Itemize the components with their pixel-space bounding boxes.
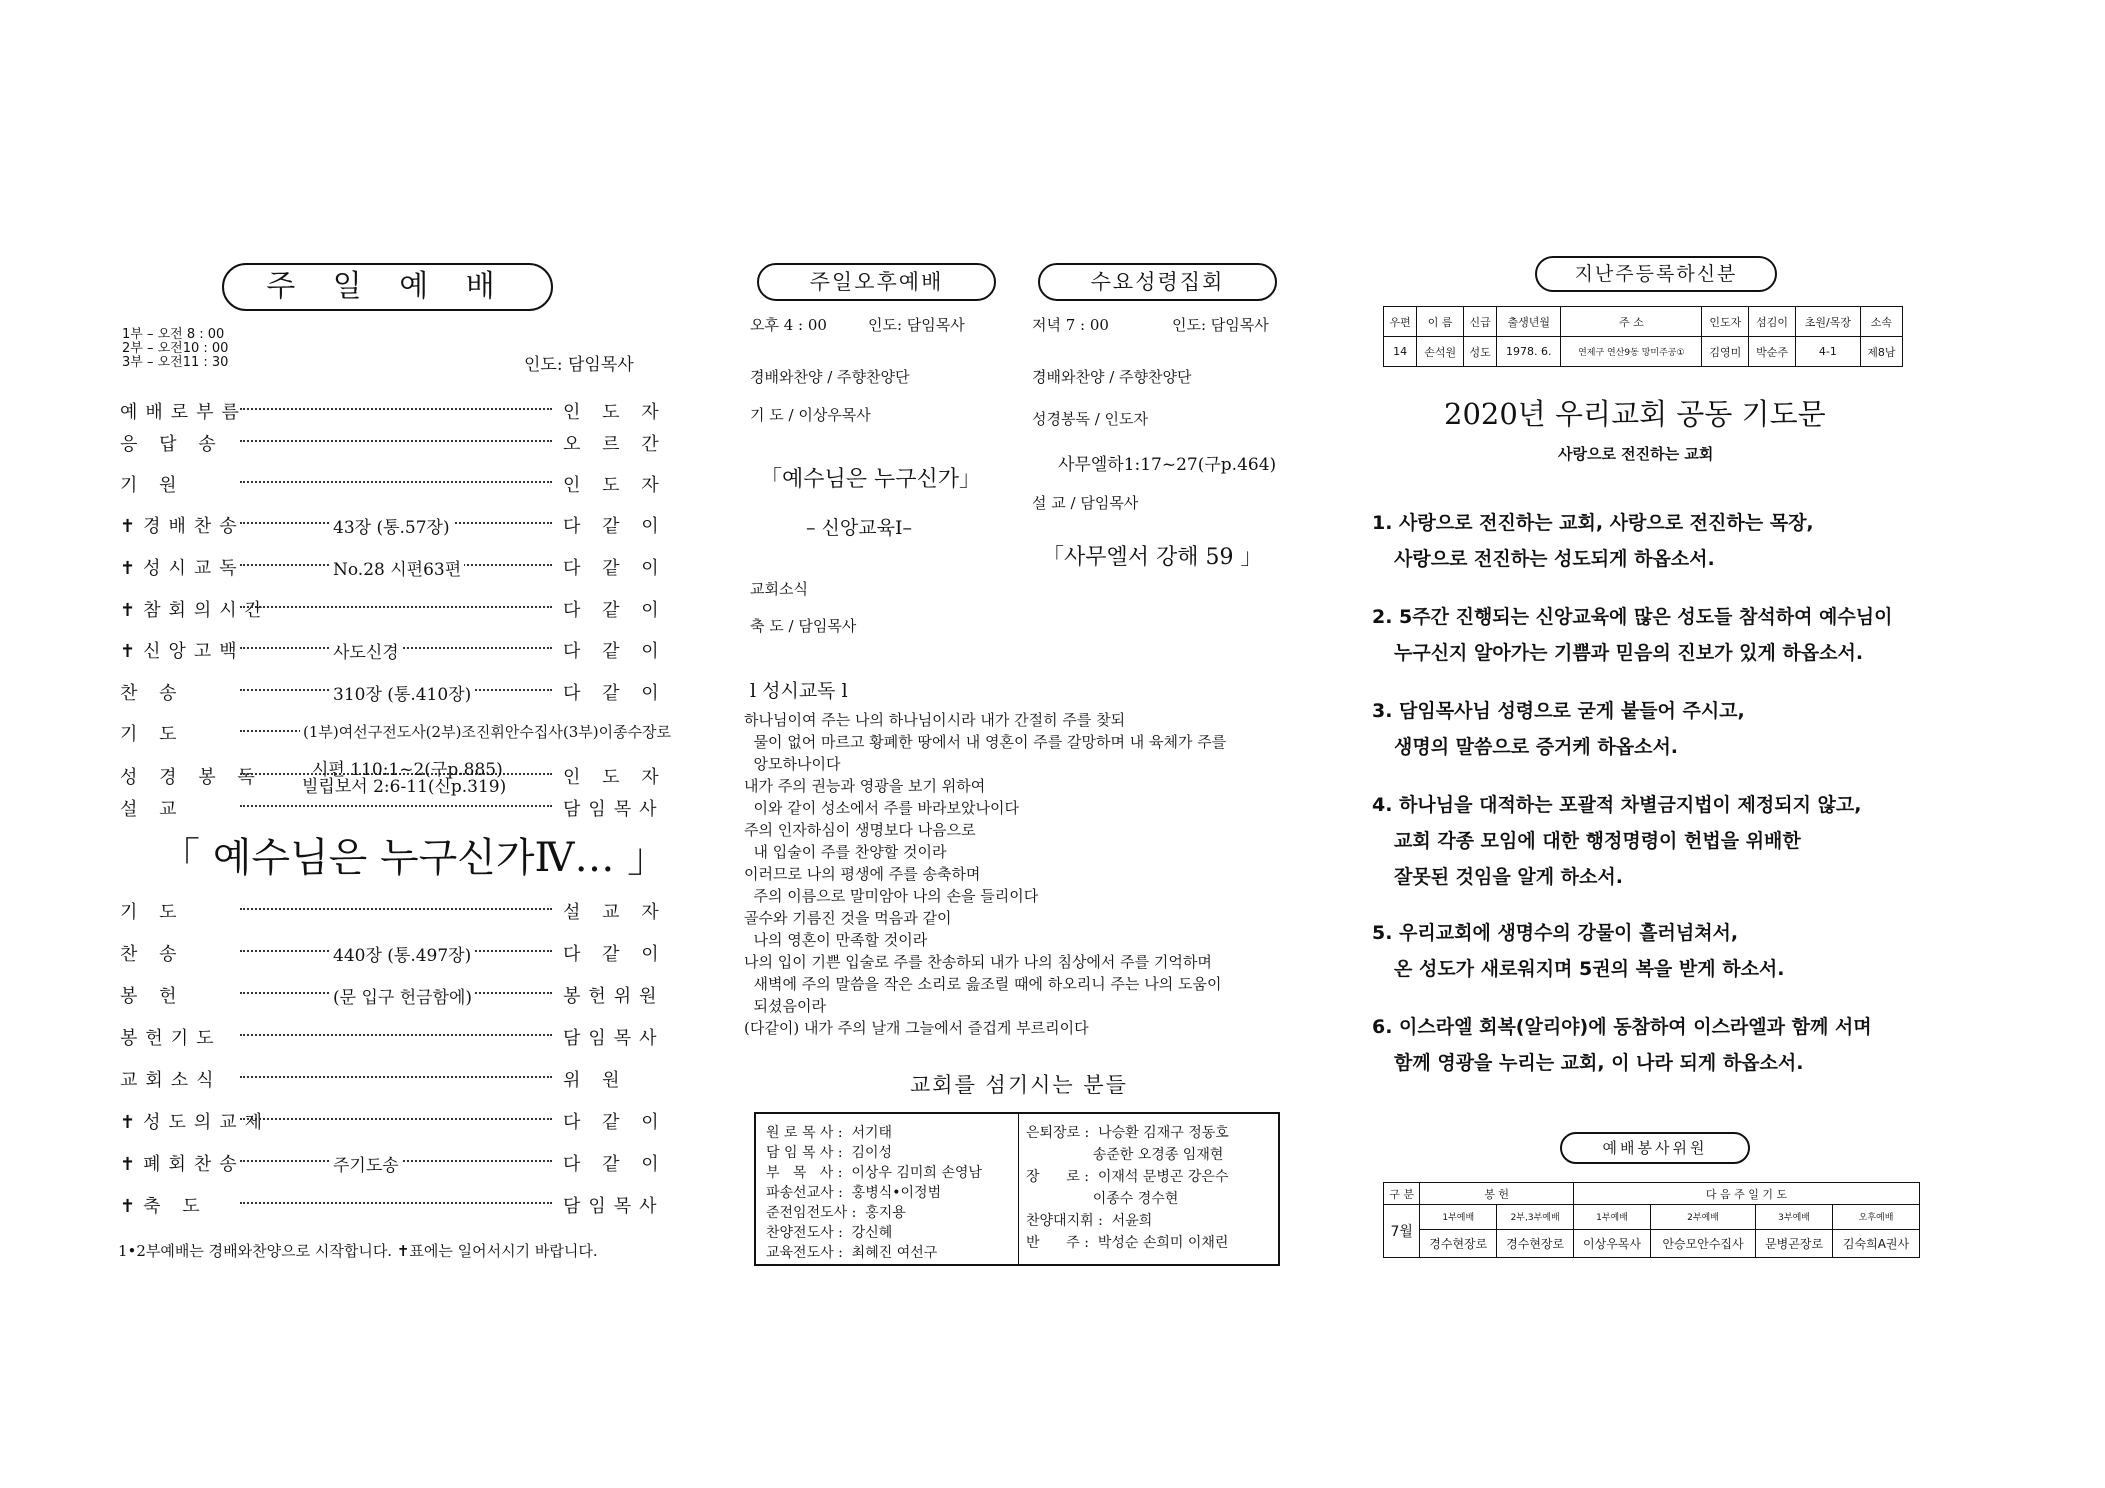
servant-entry: 준전임전도사 : 홍지용 [766, 1205, 906, 1221]
scripture-1: 시편 110:1~2(구p.885) [312, 760, 503, 780]
table-header-cell: 신급 [1464, 307, 1497, 337]
gubun-header: 구 분 [1384, 1183, 1420, 1205]
dotted-leader [240, 1076, 552, 1078]
table-header-cell: 주 소 [1561, 307, 1702, 337]
table-header-cell: 초원/목장 [1795, 307, 1860, 337]
order-label: 찬 송 [120, 944, 185, 965]
service-name-cell: 경수현장로 [1420, 1229, 1497, 1257]
servant-entry: 송준한 오경종 임재현 [1026, 1147, 1224, 1163]
dotted-leader [240, 805, 552, 807]
order-detail: (1부)여선구전도사(2부)조진휘안수집사(3부)이종수장로 [300, 721, 674, 742]
newcomer-title: 지난주등록하신분 [1535, 256, 1777, 292]
dotted-leader [240, 1202, 552, 1204]
order-role: 인 도 자 [563, 767, 667, 788]
prayer-line: 교회 각종 모임에 대한 행정명령이 헌법을 위배한 [1394, 830, 1801, 852]
sunday-title: 주 일 예 배 [222, 263, 553, 311]
scripture-2: 빌립보서 2:6-11(신p.319) [302, 777, 507, 797]
psalm-line: 새벽에 주의 말씀을 작은 소리로 읊조릴 때에 하오리니 주는 나의 도움이 [744, 975, 1222, 993]
psalm-line: 나의 영혼이 만족할 것이라 [744, 931, 928, 949]
order-role: 봉헌위원 [563, 986, 665, 1007]
afternoon-time: 오후 4 : 00 [750, 316, 827, 334]
order-role: 담임목사 [563, 1196, 665, 1217]
dotted-leader [240, 908, 552, 910]
psalm-line: 하나님이여 주는 나의 하나님이시라 내가 간절히 주를 찾되 [744, 711, 1126, 729]
table-cell: 박순주 [1749, 337, 1796, 367]
table-cell: 14 [1384, 337, 1417, 367]
afternoon-subtitle: – 신앙교육Ⅰ– [806, 517, 912, 539]
order-label: 교회소식 [120, 1070, 222, 1091]
prayer-line: 4. 하나님을 대적하는 포괄적 차별금지법이 제정되지 않고, [1372, 794, 1862, 816]
order-detail: (문 입구 헌금함에) [330, 983, 475, 1008]
order-label: 기 도 [120, 724, 185, 745]
service-name-cell: 경수현장로 [1497, 1229, 1574, 1257]
prayer-line: 잘못된 것임을 알게 하소서. [1394, 866, 1623, 888]
prayer-subtitle: 사랑으로 전진하는 교회 [1558, 445, 1714, 463]
sunday-time-1: 1부 – 오전 8 : 00 [122, 327, 225, 342]
order-label: ✝경배찬송 [120, 516, 245, 537]
table-cell: 4-1 [1795, 337, 1860, 367]
servant-entry: 원 로 목 사 : 서기태 [766, 1125, 893, 1141]
service-sub-header: 1부예배 [1574, 1205, 1651, 1229]
servant-entry: 담 임 목 사 : 김이성 [766, 1145, 893, 1161]
wednesday-sermon: 「사무엘서 강해 59 」 [1042, 545, 1263, 570]
order-label: ✝성시교독 [120, 558, 245, 579]
dotted-leader [240, 440, 552, 442]
table-header-cell: 우편 [1384, 307, 1417, 337]
psalm-line: (다같이) 내가 주의 날개 그늘에서 즐겁게 부르리이다 [744, 1019, 1089, 1037]
sunday-time-2: 2부 – 오전10 : 00 [122, 341, 229, 356]
dotted-leader [240, 408, 552, 410]
dotted-leader [240, 1034, 552, 1036]
order-role: 다 같 이 [563, 516, 667, 537]
servant-entry: 교육전도사 : 최혜진 여선구 [766, 1245, 938, 1261]
service-name-cell: 안승모안수집사 [1650, 1229, 1755, 1257]
prayer-line: 함께 영광을 누리는 교회, 이 나라 되게 하옵소서. [1394, 1052, 1804, 1074]
table-cell: 연제구 연산9동 망미주공① [1561, 337, 1702, 367]
order-role: 설 교 자 [563, 902, 667, 923]
table-cell: 성도 [1464, 337, 1497, 367]
order-role: 다 같 이 [563, 1112, 667, 1133]
sunday-leader: 인도: 담임목사 [524, 355, 634, 375]
service-sub-header: 1부예배 [1420, 1205, 1497, 1229]
order-role: 다 같 이 [563, 641, 667, 662]
order-role: 다 같 이 [563, 944, 667, 965]
psalm-line: 물이 없어 마르고 황폐한 땅에서 내 영혼이 주를 갈망하며 내 육체가 주를 [744, 733, 1227, 751]
afternoon-title: 주일오후예배 [757, 263, 996, 301]
order-label: ✝폐회찬송 [120, 1154, 245, 1175]
psalm-line: 되셨음이라 [744, 997, 826, 1015]
table-header-cell: 출생년월 [1497, 307, 1561, 337]
servant-entry: 장 로 : 이재석 문병곤 강은수 [1026, 1169, 1229, 1185]
afternoon-line-2: 기 도 / 이상우목사 [750, 406, 871, 424]
dotted-leader [240, 606, 552, 608]
servant-entry: 반 주 : 박성순 손희미 이채린 [1026, 1235, 1229, 1251]
service-name-cell: 김숙희A권사 [1833, 1229, 1920, 1257]
wednesday-scripture: 사무엘하1:17~27(구p.464) [1058, 455, 1277, 475]
afternoon-sermon: 「예수님은 누구신가」 [760, 467, 982, 492]
servant-entry: 찬양전도사 : 강신혜 [766, 1225, 893, 1241]
order-detail: 사도신경 [330, 638, 402, 663]
prayer-line: 1. 사랑으로 전진하는 교회, 사랑으로 전진하는 목장, [1372, 512, 1814, 534]
wednesday-preach: 설 교 / 담임목사 [1032, 494, 1139, 512]
prayer-line: 6. 이스라엘 회복(알리야)에 동참하여 이스라엘과 함께 서며 [1372, 1016, 1872, 1038]
prayer-line: 온 성도가 새로워지며 5권의 복을 받게 하소서. [1394, 958, 1785, 980]
order-label: ✝참회의시간 [120, 600, 271, 621]
prayer-line: 누구신지 알아가는 기쁨과 믿음의 진보가 있게 하옵소서. [1394, 642, 1864, 664]
service-sub-header: 3부예배 [1756, 1205, 1833, 1229]
order-role: 다 같 이 [563, 558, 667, 579]
sunday-sermon-title: 「 예수님은 누구신가Ⅳ… 」 [160, 835, 668, 881]
afternoon-news: 교회소식 [750, 580, 808, 598]
dotted-leader [240, 1118, 552, 1120]
order-label: 설 교 [120, 799, 185, 820]
prayer-line: 2. 5주간 진행되는 신앙교육에 많은 성도들 참석하여 예수님이 [1372, 606, 1893, 628]
order-detail: 43장 (통.57장) [330, 513, 453, 538]
order-label: 예배로부름 [120, 402, 247, 423]
service-name-cell: 이상우목사 [1574, 1229, 1651, 1257]
order-detail: 310장 (통.410장) [330, 680, 474, 705]
table-cell: 제8남 [1860, 337, 1902, 367]
service-sub-header: 2부예배 [1650, 1205, 1755, 1229]
servants-divider [1018, 1114, 1019, 1264]
table-header-cell: 소속 [1860, 307, 1902, 337]
table-header-cell: 이 름 [1417, 307, 1464, 337]
order-label: 기 도 [120, 902, 185, 923]
service-team-title: 예배봉사위원 [1560, 1132, 1750, 1164]
table-cell: 손석원 [1417, 337, 1464, 367]
order-label: ✝신앙고백 [120, 641, 245, 662]
order-label: 찬 송 [120, 683, 185, 704]
order-label: ✝성도의교제 [120, 1112, 271, 1133]
psalm-line: 나의 입이 기쁜 입술로 주를 찬송하되 내가 나의 침상에서 주를 기억하며 [744, 953, 1212, 971]
psalm-line: 이러므로 나의 평생에 주를 송축하며 [744, 865, 981, 883]
servant-entry: 파송선교사 : 홍병식•이정범 [766, 1185, 942, 1201]
order-role: 다 같 이 [563, 1154, 667, 1175]
servant-entry: 부 목 사 : 이상우 김미희 손영남 [766, 1165, 982, 1181]
prayer-line: 3. 담임목사님 성령으로 굳게 붙들어 주시고, [1372, 700, 1745, 722]
prayer-line: 5. 우리교회에 생명수의 강물이 흘러넘쳐서, [1372, 922, 1739, 944]
sunday-time-3: 3부 – 오전11 : 30 [122, 355, 229, 370]
order-role: 다 같 이 [563, 600, 667, 621]
order-detail: 440장 (통.497장) [330, 941, 474, 966]
order-role: 오 르 간 [563, 434, 667, 455]
afternoon-line-1: 경배와찬양 / 주향찬양단 [750, 368, 910, 386]
prayer-line: 사랑으로 전진하는 성도되게 하옵소서. [1394, 548, 1715, 570]
order-role: 위 원 [563, 1070, 628, 1091]
psalm-heading: l 성시교독 l [750, 680, 848, 702]
service-name-cell: 문병곤장로 [1756, 1229, 1833, 1257]
prayer-title: 2020년 우리교회 공동 기도문 [1444, 397, 1826, 431]
servant-entry: 은퇴장로 : 나승환 김재구 정동호 [1026, 1125, 1229, 1141]
psalm-line: 주의 이름으로 말미암아 나의 손을 들리이다 [744, 887, 1039, 905]
newcomer-table-header [1384, 307, 1903, 337]
psalm-line: 내가 주의 권능과 영광을 보기 위하여 [744, 777, 986, 795]
servants-heading: 교회를 섬기시는 분들 [910, 1073, 1128, 1097]
order-role: 담임목사 [563, 1028, 665, 1049]
service-sub-header: 2부,3부예배 [1497, 1205, 1574, 1229]
order-label: ✝축 도 [120, 1196, 208, 1217]
newcomer-table [1383, 306, 1903, 367]
order-role: 다 같 이 [563, 683, 667, 704]
servants-box [754, 1112, 1280, 1266]
order-role: 인 도 자 [563, 402, 667, 423]
psalm-line: 이와 같이 성소에서 주를 바라보았나이다 [744, 799, 1019, 817]
order-role: 담임목사 [563, 799, 665, 820]
table-cell: 1978. 6. [1497, 337, 1561, 367]
next-prayer-header: 다 음 주 일 기 도 [1574, 1183, 1920, 1205]
wednesday-title: 수요성령집회 [1038, 263, 1277, 301]
wednesday-time: 저녁 7 : 00 [1032, 316, 1109, 334]
psalm-line: 골수와 기름진 것을 먹음과 같이 [744, 909, 952, 927]
order-role: 인 도 자 [563, 475, 667, 496]
order-label: 기 원 [120, 475, 185, 496]
servant-entry: 찬양대지휘 : 서윤희 [1026, 1213, 1153, 1229]
prayer-line: 생명의 말씀으로 증거케 하옵소서. [1394, 736, 1679, 758]
afternoon-leader: 인도: 담임목사 [868, 316, 965, 334]
sunday-footnote: 1•2부예배는 경배와찬양으로 시작합니다. ✝표에는 일어서시기 바랍니다. [118, 1242, 598, 1260]
wednesday-leader: 인도: 담임목사 [1172, 316, 1269, 334]
table-header-cell: 인도자 [1702, 307, 1749, 337]
dotted-leader [240, 481, 552, 483]
service-sub-header: 오후예배 [1833, 1205, 1920, 1229]
psalm-line: 내 입술이 주를 찬양할 것이라 [744, 843, 947, 861]
order-label: 봉헌기도 [120, 1028, 222, 1049]
month-cell: 7월 [1384, 1205, 1420, 1258]
service-team-table [1383, 1182, 1920, 1258]
order-label: 봉 헌 [120, 986, 185, 1007]
table-row [1384, 337, 1903, 367]
order-detail: 주기도송 [330, 1151, 402, 1176]
order-label: 응 답 송 [120, 434, 224, 455]
table-header-cell: 섬김이 [1749, 307, 1796, 337]
psalm-line: 앙모하나이다 [744, 755, 841, 773]
servant-entry: 이종수 경수현 [1026, 1191, 1179, 1207]
wednesday-line-2: 성경봉독 / 인도자 [1032, 410, 1149, 428]
afternoon-blessing: 축 도 / 담임목사 [750, 617, 857, 635]
table-cell: 김영미 [1702, 337, 1749, 367]
wednesday-line-1: 경배와찬양 / 주향찬양단 [1032, 368, 1192, 386]
offering-header: 봉 헌 [1420, 1183, 1574, 1205]
order-detail: No.28 시편63편 [330, 555, 464, 580]
psalm-line: 주의 인자하심이 생명보다 나음으로 [744, 821, 976, 839]
order-label: 성 경 봉 독 [120, 767, 263, 788]
